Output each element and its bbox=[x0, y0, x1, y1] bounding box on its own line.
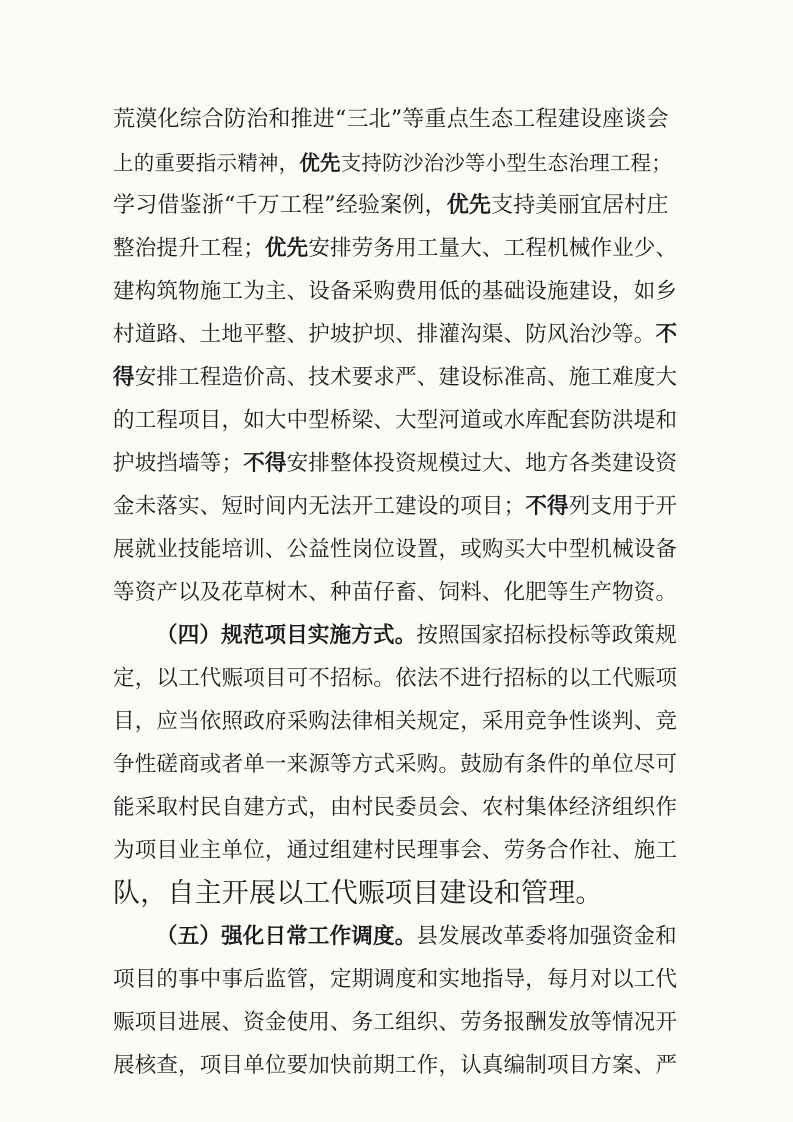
text-line: 建构筑物施工为主、设备采购费用低的基础设施建设，如乡 bbox=[113, 279, 678, 304]
emphasis: 得 bbox=[113, 365, 135, 390]
text-line: 展就业技能培训、公益性岗位设置，或购买大中型机械设备 bbox=[113, 537, 678, 562]
text-line: 得安排工程造价高、技术要求严、建设标准高、施工难度大 bbox=[113, 365, 678, 390]
text-line: 整治提升工程；优先安排劳务用工量大、工程机械作业少、 bbox=[113, 236, 678, 261]
text-line: 定，以工代赈项目可不招标。依法不进行招标的以工代赈项 bbox=[113, 666, 678, 691]
text-line: 的工程项目，如大中型桥梁、大型河道或水库配套防洪堤和 bbox=[113, 408, 678, 433]
emphasis: 优先 bbox=[299, 151, 341, 175]
text-line: 项目的事中事后监管，定期调度和实地指导，每月对以工代 bbox=[113, 967, 678, 992]
text-line: 等资产以及花草树木、种苗仔畜、饲料、化肥等生产物资。 bbox=[113, 580, 678, 605]
emphasis: 不 bbox=[655, 322, 678, 347]
emphasis: 不得 bbox=[525, 494, 569, 519]
emphasis: 优先 bbox=[264, 236, 309, 261]
text-line: 目，应当依照政府采购法律相关规定，采用竞争性谈判、竞 bbox=[113, 709, 678, 734]
section-heading-line: （五）强化日常工作调度。县发展改革委将加强资金和 bbox=[156, 924, 677, 949]
text-line: 争性磋商或者单一来源等方式采购。鼓励有条件的单位尽可 bbox=[113, 752, 678, 777]
text-line: 上的重要指示精神，优先支持防沙治沙等小型生态治理工程； bbox=[113, 151, 672, 175]
section-heading-4: （四）规范项目实施方式。 bbox=[156, 623, 417, 648]
text-line: 护坡挡墙等；不得安排整体投资规模过大、地方各类建设资 bbox=[113, 451, 678, 476]
text-line: 队，自主开展以工代赈项目建设和管理。 bbox=[113, 878, 603, 909]
text-line: 展核查，项目单位要加快前期工作，认真编制项目方案、严 bbox=[113, 1053, 678, 1078]
text-line: 金未落实、短时间内无法开工建设的项目；不得列支用于开 bbox=[113, 494, 678, 519]
text-line: 村道路、土地平整、护坡护坝、排灌沟渠、防风治沙等。不 bbox=[113, 322, 678, 347]
text-line: 荒漠化综合防治和推进“三北”等重点生态工程建设座谈会 bbox=[113, 107, 669, 132]
text-line: 为项目业主单位，通过组建村民理事会、劳务合作社、施工 bbox=[113, 838, 678, 863]
text-line: 能采取村民自建方式，由村民委员会、农村集体经济组织作 bbox=[113, 795, 678, 820]
text-line: 学习借鉴浙“千万工程”经验案例，优先支持美丽宜居村庄 bbox=[113, 193, 669, 218]
section-heading-5: （五）强化日常工作调度。 bbox=[156, 924, 417, 949]
emphasis: 不得 bbox=[243, 451, 287, 476]
emphasis: 优先 bbox=[446, 193, 492, 218]
section-heading-line: （四）规范项目实施方式。按照国家招标投标等政策规 bbox=[156, 623, 677, 648]
text-line: 赈项目进展、资金使用、务工组织、劳务报酬发放等情况开 bbox=[113, 1010, 678, 1035]
